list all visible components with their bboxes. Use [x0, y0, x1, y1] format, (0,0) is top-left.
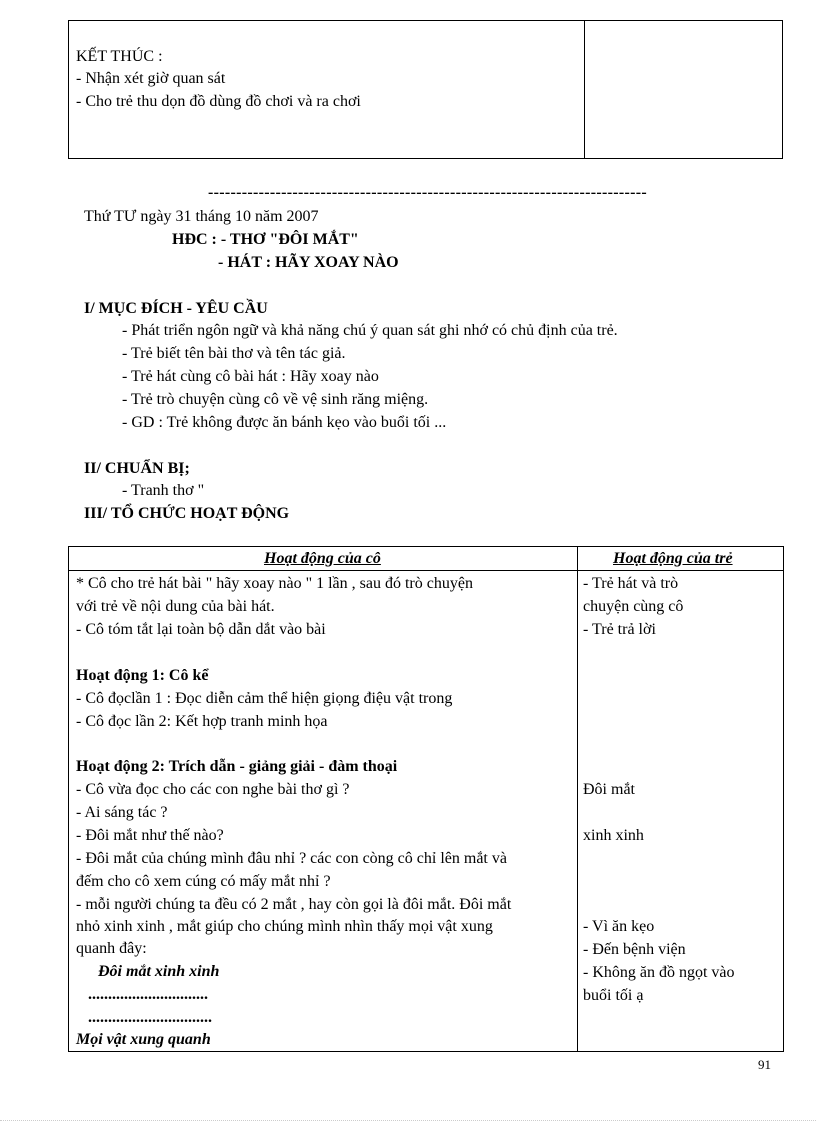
purpose-item: - Trẻ trò chuyện cùng cô về vệ sinh răng miệng. [122, 391, 429, 408]
lesson-hdc: HĐC : - THƠ "ĐÔI MẮT" [172, 231, 359, 248]
teacher-line: nhỏ xinh xinh , mắt giúp cho chúng mình nhìn thấy mọi vật xung [76, 918, 493, 935]
section-purpose-title: I/ MỤC ĐÍCH - YÊU CẦU [84, 300, 268, 317]
prepare-item: - Tranh thơ " [122, 482, 205, 499]
purpose-item: - GD : Trẻ không được ăn bánh kẹo vào buổi tối ... [122, 414, 447, 431]
teacher-question: - Đôi mắt của chúng mình đâu nhỉ ? các con còng cô chỉ lên mắt và [76, 850, 507, 867]
child-answer: buổi tối ạ [583, 987, 644, 1004]
purpose-item: - Phát triển ngôn ngữ và khả năng chú ý quan sát ghi nhớ có chủ định của trẻ. [122, 322, 618, 339]
child-response: - Trẻ hát và trò [583, 575, 679, 592]
poem-line: Đôi mắt xinh xinh [98, 963, 220, 980]
teacher-line: - Cô tóm tắt lại toàn bộ dẫn dắt vào bài [76, 621, 326, 638]
child-answer: Đôi mắt [583, 781, 635, 798]
child-response: - Trẻ trả lời [583, 621, 656, 638]
activity-1-title: Hoạt động 1: Cô kể [76, 667, 209, 684]
teacher-question: - Ai sáng tác ? [76, 804, 168, 821]
purpose-item: - Trẻ hát cùng cô bài hát : Hãy xoay nào [122, 368, 379, 385]
teacher-line: - mỗi người chúng ta đều có 2 mắt , hay còn gọi là đôi mắt. Đôi mắt [76, 896, 512, 913]
teacher-line: với trẻ về nội dung của bài hát. [76, 598, 275, 615]
poem-dots: ............................... [88, 1009, 212, 1026]
closing-line: - Cho trẻ thu dọn đồ dùng đồ chơi và ra chơi [76, 93, 361, 110]
child-answer: - Không ăn đồ ngọt vào [583, 964, 735, 981]
closing-line: - Nhận xét giờ quan sát [76, 70, 226, 87]
child-answer: xinh xinh [583, 827, 644, 844]
col-header-teacher: Hoạt động của cô [264, 550, 381, 567]
teacher-question: - Cô vừa đọc cho các con nghe bài thơ gì ? [76, 781, 350, 798]
activity-2-title: Hoạt động 2: Trích dẫn - giảng giải - đàm thoại [76, 758, 398, 775]
poem-line: Mọi vật xung quanh [76, 1031, 211, 1048]
closing-title: KẾT THÚC : [76, 48, 163, 65]
page-bottom-edge [0, 1120, 816, 1121]
teacher-question: đếm cho cô xem cúng có mấy mắt nhỉ ? [76, 873, 331, 890]
teacher-line: - Cô đọclần 1 : Đọc diễn cảm thể hiện giọng điệu vật trong [76, 690, 453, 707]
child-answer: - Vì ăn kẹo [583, 918, 655, 935]
teacher-line: - Cô đọc lần 2: Kết hợp tranh minh họa [76, 713, 328, 730]
activity-table-divider [577, 546, 578, 1052]
teacher-line: * Cô cho trẻ hát bài " hãy xoay nào " 1 lần , sau đó trò chuyện [76, 575, 473, 592]
page-number: 91 [758, 1057, 771, 1072]
section-prepare-title: II/ CHUẨN BỊ; [84, 460, 190, 477]
teacher-question: - Đôi mắt như thế nào? [76, 827, 224, 844]
section-activities-title: III/ TỔ CHỨC HOẠT ĐỘNG [84, 505, 290, 522]
purpose-item: - Trẻ biết tên bài thơ và tên tác giả. [122, 345, 346, 362]
teacher-column [74, 571, 576, 1051]
dashed-separator: ------------------------------------------------------------------------------ [208, 184, 647, 201]
child-response: chuyện cùng cô [583, 598, 684, 615]
child-answer: - Đến bệnh viện [583, 941, 686, 958]
lesson-song: - HÁT : HÃY XOAY NÀO [218, 254, 399, 271]
poem-dots: .............................. [88, 986, 208, 1003]
lesson-date: Thứ TƯ ngày 31 tháng 10 năm 2007 [84, 208, 319, 225]
teacher-line: quanh đây: [76, 940, 147, 957]
col-header-child: Hoạt động của trẻ [613, 550, 733, 567]
closing-table-divider [584, 20, 585, 159]
